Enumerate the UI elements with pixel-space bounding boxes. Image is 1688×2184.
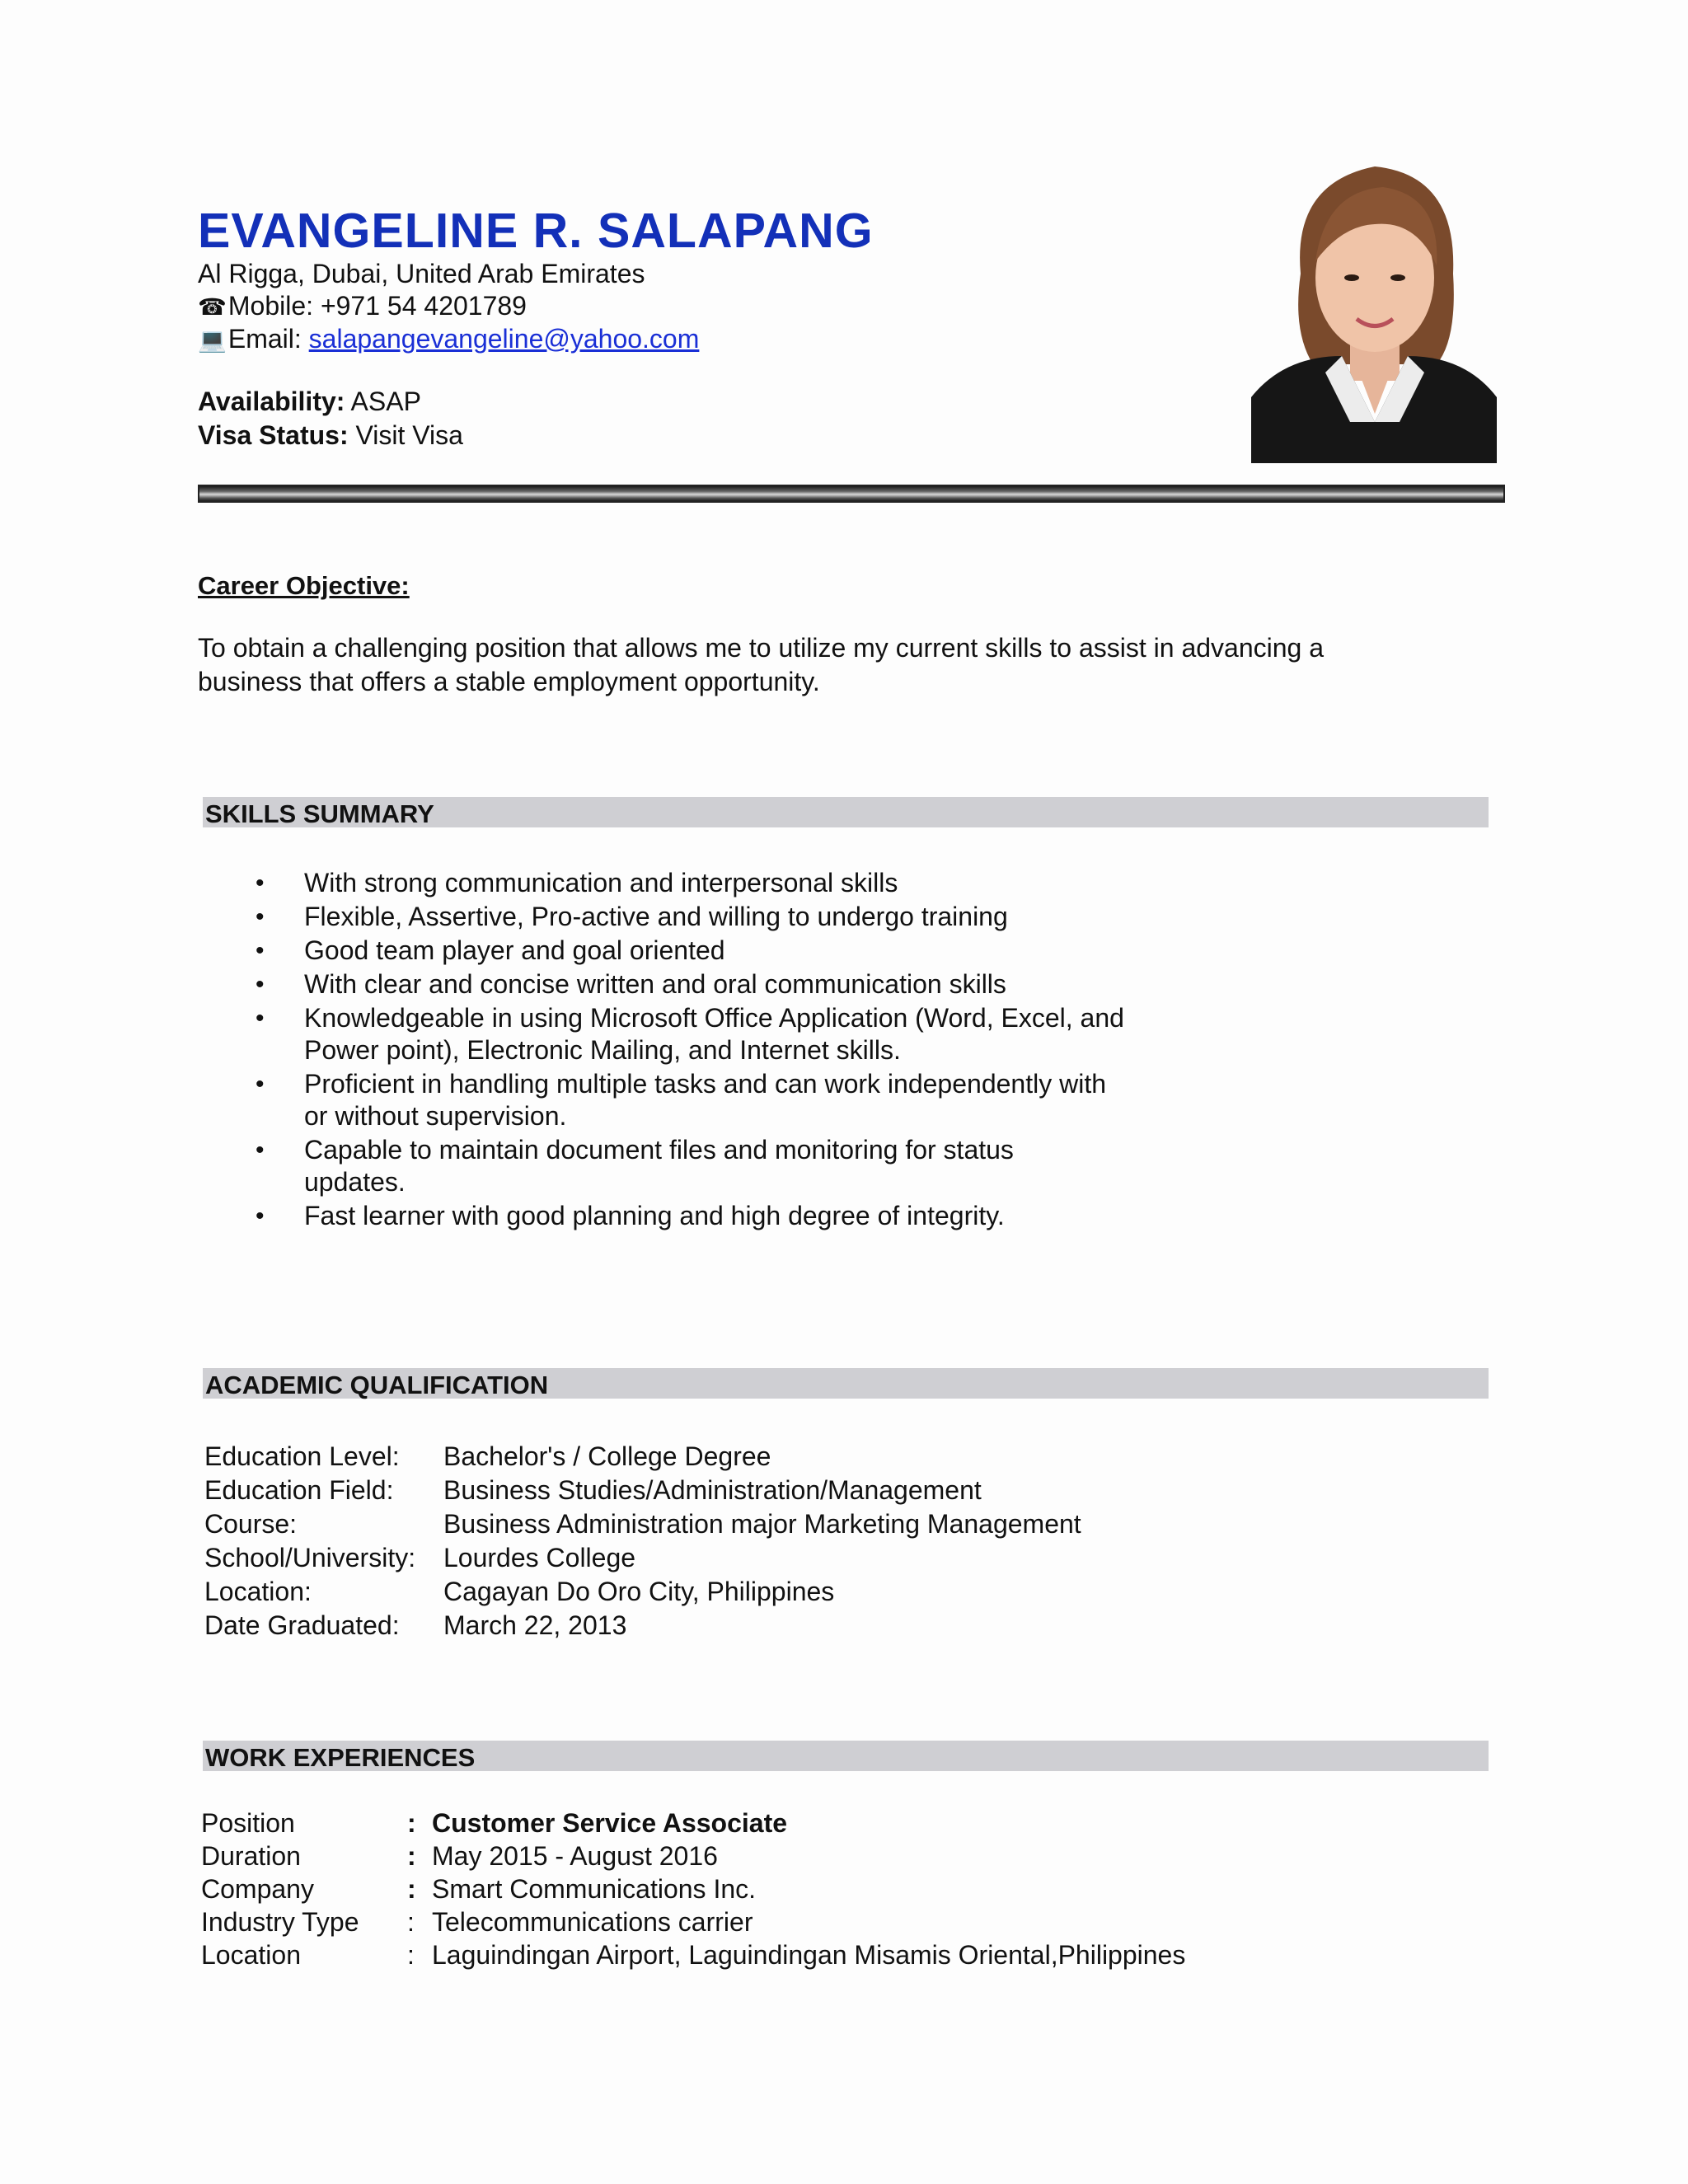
objective-heading: Career Objective:: [198, 571, 410, 600]
bullet-icon: •: [256, 937, 265, 964]
table-row: Education Level: Bachelor's / College Degree: [204, 1441, 771, 1471]
bullet-icon: •: [256, 1005, 265, 1032]
availability-label: Availability:: [198, 387, 345, 416]
table-row: Date Graduated: March 22, 2013: [204, 1610, 627, 1640]
header-divider: [198, 485, 1505, 503]
list-item: • With clear and concise written and oral communication skills: [256, 969, 1006, 999]
bullet-icon: •: [256, 869, 265, 897]
bullet-icon: •: [256, 971, 265, 998]
mobile-line: [198, 291, 527, 321]
list-item: • Capable to maintain document files and monitoring for status updates.: [256, 1135, 1014, 1197]
table-row: Company : Smart Communications Inc.: [201, 1874, 757, 1904]
computer-icon: 💻: [198, 327, 227, 353]
availability-line: [198, 387, 421, 417]
list-item: • Fast learner with good planning and high degree of integrity.: [256, 1201, 1005, 1230]
visa-value: Visit Visa: [355, 420, 463, 450]
academic-table: [204, 1440, 1081, 1643]
bullet-icon: •: [256, 1137, 265, 1164]
work-heading: WORK EXPERIENCES: [205, 1743, 476, 1772]
phone-icon: ☎: [198, 294, 227, 320]
table-row: Duration : May 2015 - August 2016: [201, 1841, 718, 1871]
visa-line: [198, 420, 463, 451]
table-row: Industry Type : Telecommunications carrier: [201, 1907, 753, 1937]
email-line: [198, 324, 699, 354]
bullet-icon: •: [256, 1071, 265, 1098]
mobile-text: Mobile: +971 54 4201789: [227, 291, 527, 321]
list-item: • Proficient in handling multiple tasks and can work independently with or without supervision.: [256, 1069, 1106, 1131]
skills-heading: SKILLS SUMMARY: [205, 799, 434, 828]
list-item: • Flexible, Assertive, Pro-active and willing to undergo training: [256, 902, 1008, 931]
list-item: • With strong communication and interpersonal skills: [256, 868, 898, 898]
work-table: [201, 1807, 1185, 1971]
table-row: Location : Laguindingan Airport, Laguindingan Misamis Oriental,Philippines: [201, 1940, 1186, 1970]
bullet-icon: •: [256, 1202, 265, 1230]
availability-value: ASAP: [350, 387, 421, 416]
academic-section-bar: [203, 1368, 1489, 1399]
list-item: • Knowledgeable in using Microsoft Office Application (Word, Excel, and Power point), Electronic Mailing, and Internet skills.: [256, 1003, 1124, 1065]
visa-label: Visa Status:: [198, 420, 349, 450]
skills-section-bar: [203, 797, 1489, 827]
skills-list: [198, 867, 1269, 1234]
email-label: Email:: [227, 324, 309, 354]
table-row: Position : Customer Service Associate: [201, 1808, 788, 1838]
list-item: • Good team player and goal oriented: [256, 935, 725, 965]
email-link[interactable]: salapangevangeline@yahoo.com: [308, 324, 700, 354]
address: Al Rigga, Dubai, United Arab Emirates: [198, 259, 645, 288]
profile-photo: [1251, 150, 1497, 463]
table-row: Course: Business Administration major Marketing Management: [204, 1509, 1081, 1539]
table-row: Education Field: Business Studies/Administration/Management: [204, 1475, 982, 1505]
applicant-name: EVANGELINE R. SALAPANG: [198, 204, 874, 258]
bullet-icon: •: [256, 903, 265, 930]
objective-text: To obtain a challenging position that allows me to utilize my current skills to assist in advancing a business that offers a stable employment opportunity.: [198, 633, 1325, 696]
table-row: School/University: Lourdes College: [204, 1543, 636, 1572]
work-section-bar: [203, 1741, 1489, 1771]
academic-heading: ACADEMIC QUALIFICATION: [205, 1371, 549, 1399]
table-row: Location: Cagayan Do Oro City, Philippines: [204, 1577, 835, 1606]
